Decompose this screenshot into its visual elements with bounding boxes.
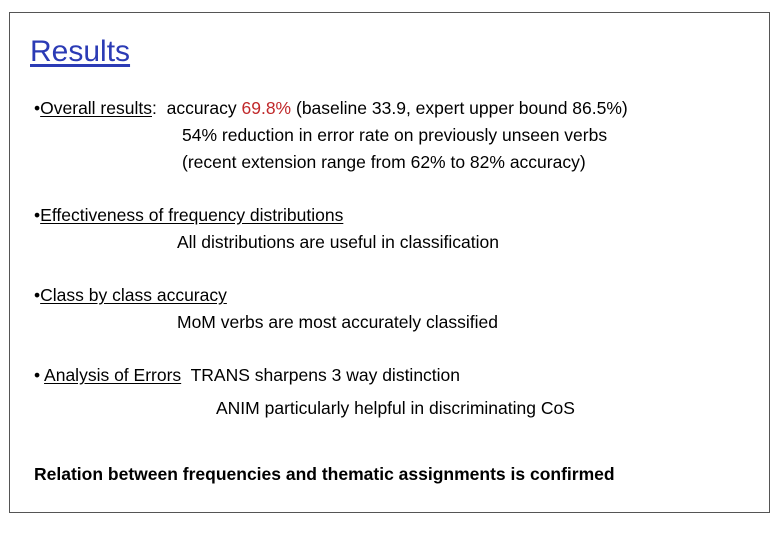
bullet: • <box>34 285 41 305</box>
effectiveness-label: Effectiveness of frequency distributions <box>40 205 344 225</box>
class-accuracy-line-2: MoM verbs are most accurately classified <box>177 312 498 332</box>
effectiveness-line-1 <box>34 204 343 226</box>
baseline-text: (baseline 33.9, expert upper bound 86.5%) <box>296 98 628 118</box>
errors-line-1 <box>34 364 460 386</box>
accuracy-prefix: accuracy <box>166 98 237 118</box>
bullet: • <box>34 98 41 118</box>
overall-results-line-1 <box>34 97 628 119</box>
colon: : <box>151 98 157 118</box>
bullet: • <box>34 365 41 385</box>
effectiveness-line-2: All distributions are useful in classification <box>177 232 499 252</box>
slide-frame <box>9 12 770 513</box>
errors-text: TRANS sharpens 3 way distinction <box>190 365 461 385</box>
conclusion: Relation between frequencies and thematic assignments is confirmed <box>34 464 615 484</box>
accuracy-value: 69.8% <box>241 98 292 118</box>
slide-title: Results <box>30 35 131 68</box>
bullet: • <box>34 205 41 225</box>
overall-results-line-2: 54% reduction in error rate on previously unseen verbs <box>182 125 608 145</box>
class-accuracy-line-1 <box>34 284 227 306</box>
errors-label: Analysis of Errors <box>44 365 182 385</box>
overall-results-line-3: (recent extension range from 62% to 82% accuracy) <box>182 152 586 172</box>
errors-line-2: ANIM particularly helpful in discriminating CoS <box>216 398 575 418</box>
class-accuracy-label: Class by class accuracy <box>40 285 227 305</box>
overall-results-label: Overall results <box>40 98 152 118</box>
